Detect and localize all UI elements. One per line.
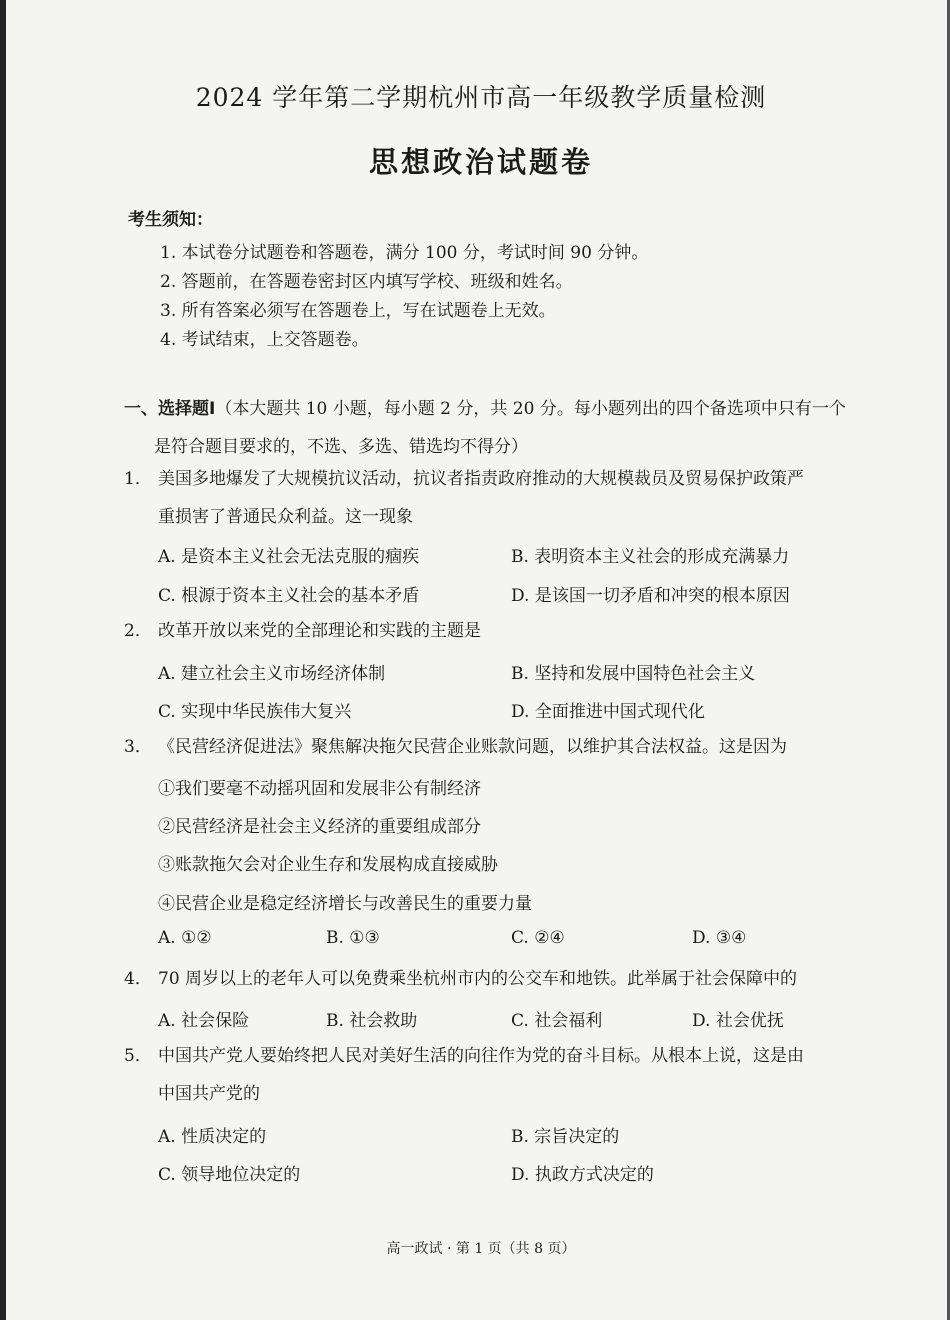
question-stem: 中国共产党人要始终把人民对美好生活的向往作为党的奋斗目标。从根本上说，这是由 (158, 1046, 804, 1066)
section-desc: （本大题共 10 小题，每小题 2 分，共 20 分。每小题列出的四个备选项中只有一个 (215, 399, 846, 419)
statement-4: ④民营企业是稳定经济增长与改善民生的重要力量 (158, 894, 532, 914)
option-a: A. 建立社会主义市场经济体制 (158, 664, 386, 684)
notice-heading: 考生须知： (128, 210, 213, 230)
section-heading (124, 390, 864, 466)
notice-item: 3. 所有答案必须写在答题卷上，写在试题卷上无效。 (160, 301, 556, 321)
question-2 (124, 612, 864, 650)
option-d: D. 是该国一切矛盾和冲突的根本原因 (511, 586, 790, 606)
question-number: 1． (124, 469, 152, 489)
question-3 (124, 728, 864, 766)
section-title: 一、选择题Ⅰ (124, 399, 216, 419)
option-a: A. 是资本主义社会无法克服的痼疾 (158, 547, 420, 567)
question-5 (124, 1037, 864, 1113)
option-d: D. 全面推进中国式现代化 (511, 702, 705, 722)
option-b: B. 表明资本主义社会的形成充满暴力 (511, 547, 790, 567)
option-b: B. 宗旨决定的 (511, 1127, 620, 1147)
option-a: A. 性质决定的 (158, 1127, 267, 1147)
question-stem: 改革开放以来党的全部理论和实践的主题是 (158, 621, 481, 641)
exam-title: 2024 学年第二学期杭州市高一年级教学质量检测 (195, 83, 767, 112)
notice-item: 4. 考试结束，上交答题卷。 (160, 330, 369, 350)
exam-subtitle: 思想政治试题卷 (368, 145, 593, 179)
statement-2: ②民营经济是社会主义经济的重要组成部分 (158, 817, 481, 837)
question-stem-cont: 中国共产党的 (158, 1084, 260, 1104)
option-c: C. 实现中华民族伟大复兴 (158, 702, 352, 722)
section-desc-cont: 是符合题目要求的，不选、多选、错选均不得分） (154, 437, 528, 457)
question-4 (124, 960, 864, 998)
question-number: 4． (124, 969, 152, 989)
question-1 (124, 460, 864, 536)
question-stem: 70 周岁以上的老年人可以免费乘坐杭州市内的公交车和地铁。此举属于社会保障中的 (158, 969, 798, 989)
option-b: B. 社会救助 (326, 1011, 418, 1031)
option-b: B. 坚持和发展中国特色社会主义 (511, 664, 756, 684)
option-d: D. 执政方式决定的 (511, 1165, 654, 1185)
question-number: 5． (124, 1046, 152, 1066)
notice-item: 1. 本试卷分试题卷和答题卷，满分 100 分，考试时间 90 分钟。 (160, 243, 649, 263)
option-c: C. 根源于资本主义社会的基本矛盾 (158, 586, 420, 606)
option-c: C. 领导地位决定的 (158, 1165, 301, 1185)
question-number: 2． (124, 621, 152, 641)
page-footer: 高一政试 · 第 1 页（共 8 页） (386, 1241, 576, 1257)
statement-1: ①我们要毫不动摇巩固和发展非公有制经济 (158, 779, 481, 799)
question-stem: 《民营经济促进法》聚焦解决拖欠民营企业账款问题，以维护其合法权益。这是因为 (158, 737, 787, 757)
option-d: D. 社会优抚 (692, 1011, 784, 1031)
question-stem-cont: 重损害了普通民众利益。这一现象 (158, 507, 413, 527)
statement-3: ③账款拖欠会对企业生存和发展构成直接威胁 (158, 855, 498, 875)
question-stem: 美国多地爆发了大规模抗议活动，抗议者指责政府推动的大规模裁员及贸易保护政策严 (158, 469, 804, 489)
notice-item: 2. 答题前，在答题卷密封区内填写学校、班级和姓名。 (160, 272, 573, 292)
option-a: A. ①② (158, 928, 212, 948)
option-a: A. 社会保险 (158, 1011, 250, 1031)
option-d: D. ③④ (692, 928, 747, 948)
option-b: B. ①③ (326, 928, 380, 948)
option-c: C. ②④ (511, 928, 565, 948)
question-number: 3． (124, 737, 152, 757)
option-c: C. 社会福利 (511, 1011, 603, 1031)
